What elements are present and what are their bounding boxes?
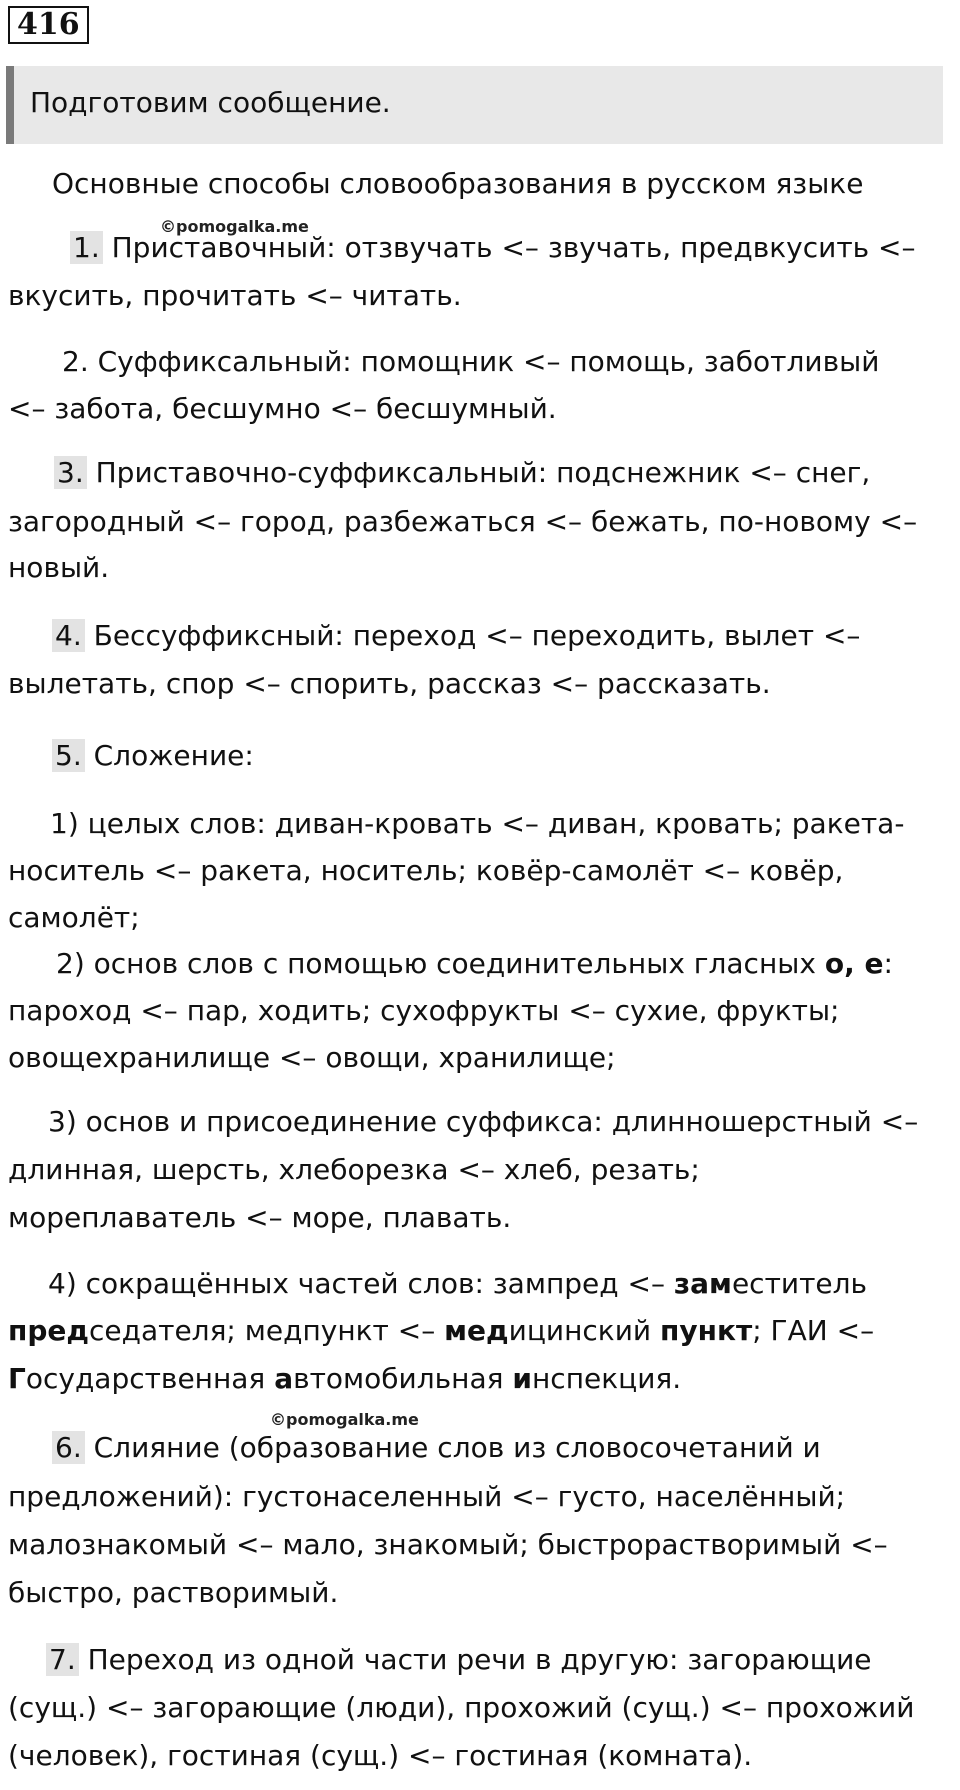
section-5-p4-bold-a: а (274, 1362, 294, 1395)
section-5-p4-text-2f: ; ГАИ <– (752, 1314, 875, 1347)
section-5-p4-text-3b: осударственная (25, 1362, 275, 1395)
section-5-p2-line-1 (56, 946, 893, 982)
section-5-p3-line-2: длинная, шерсть, хлеборезка <– хлеб, резать; (8, 1153, 700, 1186)
section-5-p3-line-1: 3) основ и присоединение суффикса: длинношерстный <– (48, 1105, 919, 1138)
section-5-p4-bold-i: и (512, 1362, 532, 1395)
section-5-p2-text-a: 2) основ слов с помощью соединительных гласных (56, 947, 825, 980)
section-5-p4-text-1c: еститель (731, 1267, 868, 1300)
section-3-text-1: Приставочно-суффиксальный: подснежник <– снег, (95, 456, 871, 489)
section-3-line-1 (54, 455, 870, 491)
section-7-line-2: (сущ.) <– загорающие (люди), прохожий (сущ.) <– прохожий (8, 1691, 915, 1724)
section-3-line-2: загородный <– город, разбежаться <– бежать, по-новому <– (8, 505, 918, 538)
section-6-number: 6. (52, 1431, 85, 1464)
section-5-p4-bold-pred: пред (8, 1314, 89, 1347)
section-7-line-1 (46, 1642, 872, 1678)
section-5-p1-line-3: самолёт; (8, 901, 140, 934)
section-5-p2-colon: : (883, 947, 893, 980)
section-5-p4-text-2b: седателя; медпункт <– (89, 1314, 445, 1347)
section-5-title: Сложение: (93, 739, 254, 772)
section-5-heading (52, 738, 254, 774)
section-5-p4-text-3d: втомобильная (293, 1362, 513, 1395)
watermark: ©pomogalka.me (160, 217, 309, 236)
watermark: ©pomogalka.me (270, 1410, 419, 1429)
section-5-p3-line-3: мореплаватель <– море, плавать. (8, 1201, 512, 1234)
title: Основные способы словообразования в русском языке (52, 167, 864, 200)
section-6-line-3: малознакомый <– мало, знакомый; быстрорастворимый <– (8, 1528, 888, 1561)
section-6-line-1 (52, 1430, 821, 1466)
section-5-p1-line-1: 1) целых слов: диван-кровать <– диван, кровать; ракета- (50, 807, 905, 840)
section-2-line-1 (62, 344, 879, 380)
section-5-p4-bold-med: мед (444, 1314, 509, 1347)
section-5-p4-bold-zam: зам (673, 1267, 732, 1300)
section-3-line-3: новый. (8, 551, 110, 584)
section-5-p4-bold-g: Г (8, 1362, 26, 1395)
section-2-text-1: Суффиксальный: помощник <– помощь, заботливый (97, 345, 880, 378)
section-5-p4-line-1 (48, 1266, 867, 1302)
section-5-p4-bold-punkt: пункт (660, 1314, 753, 1347)
section-6-line-4: быстро, растворимый. (8, 1576, 339, 1609)
section-7-line-3: (человек), гостиная (сущ.) <– гостиная (комната). (8, 1739, 753, 1772)
exercise-number: 416 (8, 6, 89, 44)
section-4-number: 4. (52, 619, 85, 652)
section-3-number: 3. (54, 456, 87, 489)
section-7-text-1: Переход из одной части речи в другую: загорающие (87, 1643, 872, 1676)
section-1-line-1 (70, 230, 916, 266)
section-5-number: 5. (52, 739, 85, 772)
section-1-line-2: вкусить, прочитать <– читать. (8, 279, 462, 312)
section-5-p4-line-2 (8, 1313, 874, 1349)
section-5-p2-line-3: овощехранилище <– овощи, хранилище; (8, 1041, 616, 1074)
section-4-line-1 (52, 618, 860, 654)
task-banner (6, 66, 943, 144)
section-5-p2-vowels: о, е (824, 947, 884, 980)
task-text: Подготовим сообщение. (30, 86, 391, 119)
section-7-number: 7. (46, 1643, 79, 1676)
section-2-number: 2. (62, 345, 89, 378)
section-5-p4-line-3 (8, 1361, 681, 1397)
section-6-line-2: предложений): густонаселенный <– густо, населённый; (8, 1480, 846, 1513)
section-5-p4-text-3f: нспекция. (532, 1362, 682, 1395)
section-5-p2-line-2: пароход <– пар, ходить; сухофрукты <– сухие, фрукты; (8, 994, 840, 1027)
section-1-number: 1. (70, 231, 103, 264)
section-6-text-1: Слияние (образование слов из словосочетаний и (93, 1431, 821, 1464)
section-1-text-1: Приставочный: отзвучать <– звучать, предвкусить <– (111, 231, 916, 264)
section-5-p4-text-2d: ицинский (508, 1314, 661, 1347)
section-5-p4-text-1a: 4) сокращённых частей слов: зампред <– (48, 1267, 674, 1300)
section-4-text-1: Бессуффиксный: переход <– переходить, вылет <– (93, 619, 861, 652)
section-4-line-2: вылетать, спор <– спорить, рассказ <– рассказать. (8, 667, 771, 700)
section-2-line-2: <– забота, бесшумно <– бесшумный. (8, 392, 557, 425)
section-5-p1-line-2: носитель <– ракета, носитель; ковёр-самолёт <– ковёр, (8, 854, 844, 887)
